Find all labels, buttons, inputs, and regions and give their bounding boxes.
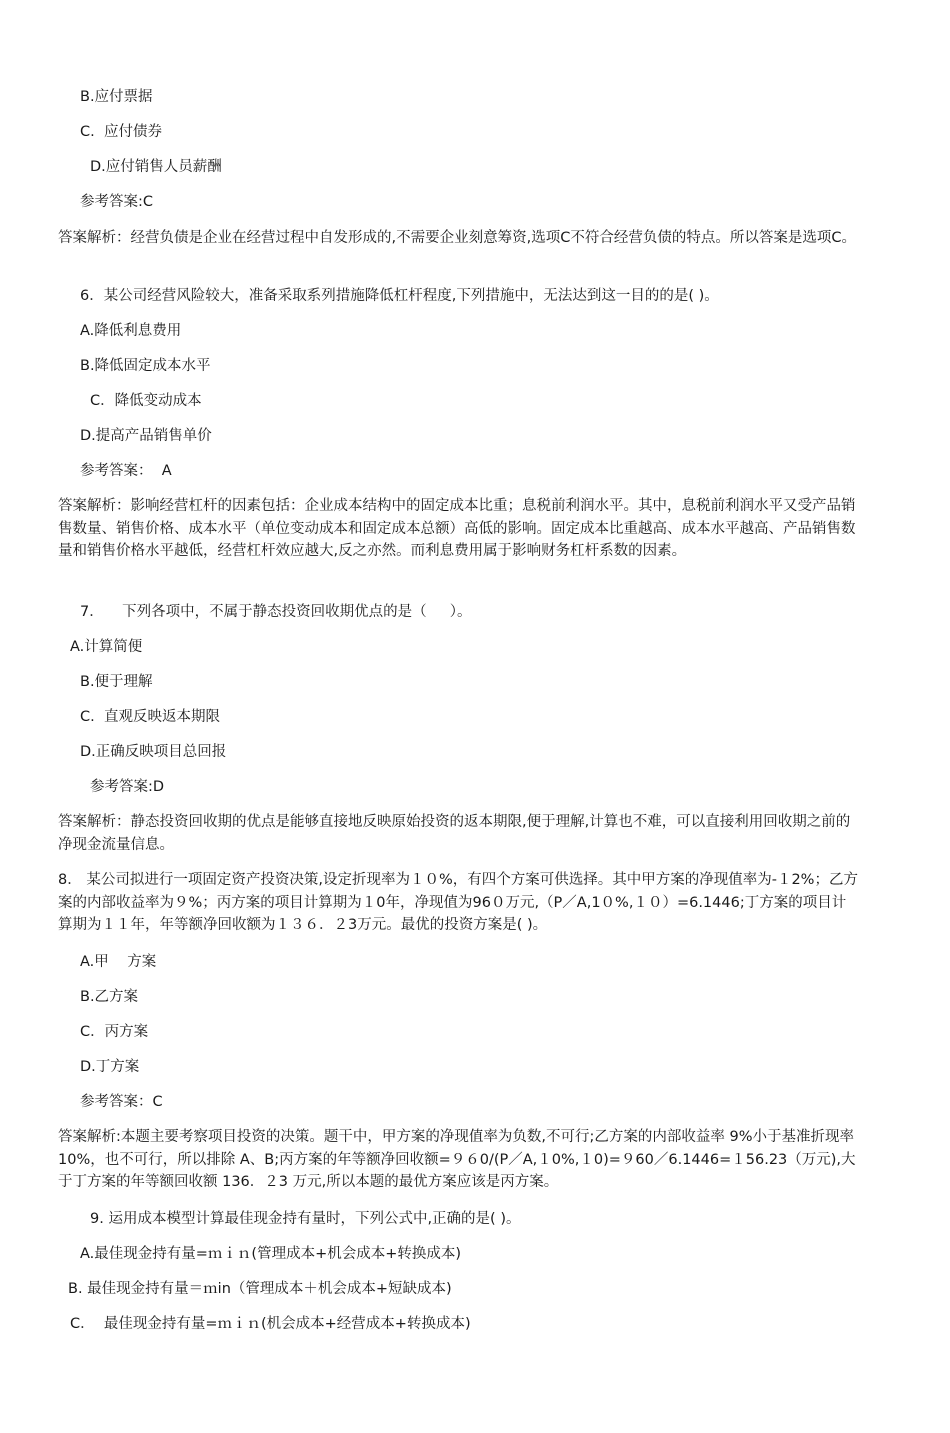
question-stem: 6．某公司经营风险较大，准备采取系列措施降低杠杆程度,下列措施中，无法达到这一目的的是( )。 [80, 288, 719, 304]
option-item: C. 应付债券 [80, 124, 162, 140]
answer-line: 参考答案:D [90, 779, 165, 795]
option-item: D.正确反映项目总回报 [80, 744, 227, 760]
analysis-paragraph: 答案解析：静态投资回收期的优点是能够直接地反映原始投资的返本期限,便于理解,计算也不难，可以直接利用回收期之前的净现金流量信息。 [58, 814, 851, 853]
option-item: B.应付票据 [80, 89, 153, 105]
option-item: A.降低利息费用 [80, 323, 182, 339]
option-item: D.丁方案 [80, 1059, 140, 1075]
option-item: D.应付销售人员薪酬 [90, 159, 222, 175]
answer-line: 参考答案：C [80, 1094, 163, 1110]
answer-line: 参考答案： A [80, 463, 172, 479]
analysis-paragraph: 答案解析：影响经营杠杆的因素包括：企业成本结构中的固定成本比重；息税前利润水平。其中，息税前利润水平又受产品销售数量、销售价格、成本水平（单位变动成本和固定成本总额）高低的影响。固定成本比重越高、成本水平越高、产品销售数量和销售价格水平越低，经营杠杆效应越大,反之亦然。而利息费用属于影响财务杠杆系数的因素。 [58, 498, 856, 559]
option-item: C．丙方案 [80, 1024, 149, 1040]
option-item: C．降低变动成本 [90, 393, 202, 409]
option-item: C. 直观反映返本期限 [80, 709, 220, 725]
option-item: A.最佳现金持有量=ｍｉｎ(管理成本+机会成本+转换成本) [80, 1246, 462, 1262]
option-item: B.便于理解 [80, 674, 153, 690]
answer-line: 参考答案:C [80, 194, 154, 210]
option-item: D.提高产品销售单价 [80, 428, 212, 444]
analysis-paragraph: 答案解析：经营负债是企业在经营过程中自发形成的,不需要企业刻意筹资,选项C不符合经营负债的特点。所以答案是选项C。 [58, 230, 856, 246]
option-item: B.降低固定成本水平 [80, 358, 211, 374]
question-stem: 7． 下列各项中，不属于静态投资回收期优点的是（ ）。 [80, 604, 472, 620]
analysis-paragraph: 答案解析:本题主要考察项目投资的决策。题干中，甲方案的净现值率为负数,不可行;乙方案的内部收益率 9%小于基准折现率 10%，也不可行，所以排除 A、B;丙方案的年等额净回收额=９６0/(P／A,１0%,１0)=９60／6.1446=１56.23（万元),大于丁方案的年等额回收额 136．２3 万元,所以本题的最优方案应该是丙方案。 [58, 1129, 856, 1190]
option-item: B. 最佳现金持有量＝ｍin（管理成本＋机会成本+短缺成本) [68, 1281, 452, 1297]
option-item: C． 最佳现金持有量=ｍｉｎ(机会成本+经营成本+转换成本) [70, 1316, 471, 1332]
question-stem: 9. 运用成本模型计算最佳现金持有量时，下列公式中,正确的是( )。 [90, 1211, 521, 1227]
option-item: A.甲 方案 [80, 954, 157, 970]
question-stem: 8． 某公司拟进行一项固定资产投资决策,设定折现率为１０%，有四个方案可供选择。其中甲方案的净现值率为-１2%；乙方案的内部收益率为９%；丙方案的项目计算期为１0年，净现值为96０万元,（P／A,1０%,１０）=6.1446;丁方案的项目计算期为１１年，年等额净回收额为１３６．２3万元。最优的投资方案是( )。 [58, 872, 858, 933]
option-item: B.乙方案 [80, 989, 139, 1005]
option-item: A.计算简便 [70, 639, 143, 655]
